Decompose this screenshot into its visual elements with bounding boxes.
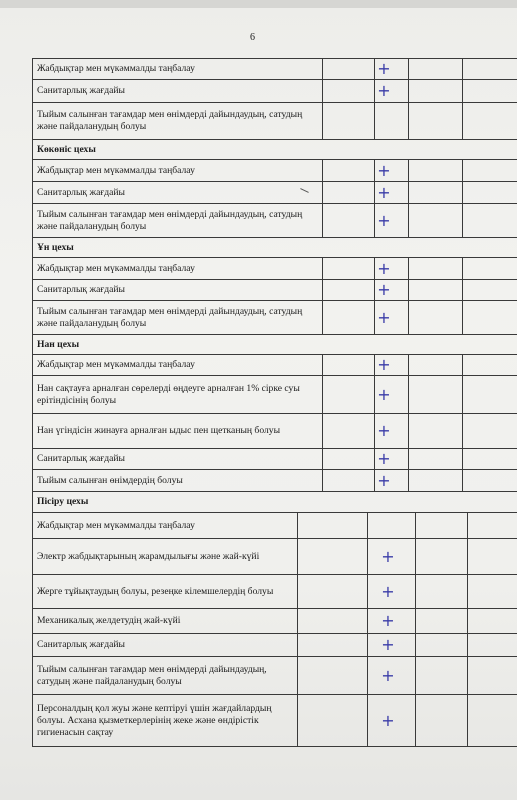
column-divider — [467, 634, 468, 656]
table-row — [32, 539, 517, 575]
table-row — [32, 301, 517, 335]
row-left-border — [32, 80, 33, 102]
column-divider — [297, 539, 298, 574]
column-divider — [415, 575, 416, 608]
column-divider — [374, 204, 375, 237]
column-divider — [322, 160, 323, 181]
section-row — [32, 492, 517, 513]
column-divider — [415, 539, 416, 574]
handwritten-check-mark: + — [377, 307, 391, 327]
row-left-border — [32, 182, 33, 203]
criterion-label: Тыйым салынған өнімдердің болуы — [37, 474, 183, 486]
column-divider — [408, 280, 409, 300]
row-left-border — [32, 695, 33, 746]
column-divider — [408, 182, 409, 203]
column-divider — [322, 414, 323, 448]
column-divider — [408, 103, 409, 139]
column-divider — [462, 280, 463, 300]
table-row — [32, 449, 517, 470]
row-left-border — [32, 513, 33, 538]
criterion-label: Жерге тұйықтаудың болуы, резеңке кілемшелердің болуы — [37, 585, 274, 597]
handwritten-check-mark: + — [377, 470, 391, 490]
table-row — [32, 355, 517, 376]
column-divider — [322, 103, 323, 139]
column-divider — [462, 103, 463, 139]
row-left-border — [32, 492, 33, 512]
row-left-border — [32, 103, 33, 139]
column-divider — [415, 609, 416, 633]
column-divider — [408, 258, 409, 279]
column-divider — [367, 657, 368, 694]
handwritten-check-mark: + — [381, 665, 395, 685]
table-row — [32, 470, 517, 492]
column-divider — [415, 513, 416, 538]
row-left-border — [32, 335, 33, 354]
section-row — [32, 238, 517, 258]
column-divider — [462, 301, 463, 334]
row-left-border — [32, 238, 33, 257]
column-divider — [374, 470, 375, 491]
criterion-label: Тыйым салынған тағамдар мен өнімдерді дайындаудың, сатудың және пайдаланудың болуы — [37, 663, 267, 687]
criterion-label: Санитарлық жағдайы — [37, 85, 125, 96]
column-divider — [415, 695, 416, 746]
column-divider — [374, 376, 375, 413]
column-divider — [322, 376, 323, 413]
column-divider — [322, 470, 323, 491]
column-divider — [467, 575, 468, 608]
table-row — [32, 280, 517, 301]
column-divider — [467, 609, 468, 633]
criterion-label: Санитарлық жағдайы — [37, 284, 125, 295]
table-row — [32, 204, 517, 238]
row-left-border — [32, 160, 33, 181]
column-divider — [462, 449, 463, 469]
handwritten-check-mark: + — [377, 258, 391, 278]
column-divider — [462, 470, 463, 491]
criterion-label: Тыйым салынған тағамдар мен өнімдерді дайындаудың, сатудың және пайдаланудың болуы — [37, 208, 303, 232]
column-divider — [467, 695, 468, 746]
section-title: Нан цехы — [37, 338, 80, 350]
section-row — [32, 140, 517, 160]
criterion-label: Санитарлық жағдайы — [37, 639, 125, 650]
row-left-border — [32, 258, 33, 279]
column-divider — [408, 355, 409, 375]
column-divider — [462, 376, 463, 413]
column-divider — [374, 280, 375, 300]
column-divider — [374, 258, 375, 279]
checklist-table — [32, 58, 517, 747]
column-divider — [408, 204, 409, 237]
column-divider — [322, 204, 323, 237]
handwritten-check-mark: + — [377, 280, 391, 299]
row-left-border — [32, 470, 33, 491]
row-left-border — [32, 539, 33, 574]
column-divider — [415, 657, 416, 694]
column-divider — [462, 59, 463, 79]
section-title: Көкөніс цехы — [37, 143, 96, 155]
column-divider — [408, 59, 409, 79]
column-divider — [297, 695, 298, 746]
row-left-border — [32, 414, 33, 448]
table-row — [32, 695, 517, 747]
table-row — [32, 575, 517, 609]
column-divider — [367, 609, 368, 633]
column-divider — [367, 634, 368, 656]
row-left-border — [32, 59, 33, 79]
column-divider — [408, 160, 409, 181]
table-row — [32, 58, 517, 80]
column-divider — [322, 59, 323, 79]
column-divider — [467, 513, 468, 538]
row-left-border — [32, 609, 33, 633]
column-divider — [374, 301, 375, 334]
row-left-border — [32, 634, 33, 656]
column-divider — [297, 575, 298, 608]
handwritten-check-mark: + — [381, 581, 395, 601]
column-divider — [367, 575, 368, 608]
column-divider — [367, 695, 368, 746]
handwritten-check-mark: + — [377, 210, 391, 230]
table-row — [32, 80, 517, 103]
column-divider — [462, 160, 463, 181]
handwritten-check-mark: + — [377, 59, 391, 78]
table-row — [32, 414, 517, 449]
column-divider — [408, 80, 409, 102]
column-divider — [374, 182, 375, 203]
handwritten-check-mark: + — [377, 384, 391, 404]
criterion-label: Нан сақтауға арналған сөрелерді өңдеуге арналған 1% сірке суы ерітіндісінің болуы — [37, 382, 300, 406]
column-divider — [322, 182, 323, 203]
column-divider — [367, 513, 368, 538]
criterion-label: Жабдықтар мен мүкәммалды таңбалау — [37, 164, 195, 176]
criterion-label: Персоналдың қол жуы және кептіруі үшін жағдайлардың болуы. Асхана қызметкерлерінің жеке және өндірістік гигиенасын сақтау — [37, 702, 272, 738]
criterion-label: Жабдықтар мен мүкәммалды таңбалау — [37, 359, 195, 370]
table-row — [32, 513, 517, 539]
row-left-border — [32, 204, 33, 237]
criterion-label: Жабдықтар мен мүкәммалды таңбалау — [37, 63, 195, 74]
row-left-border — [32, 376, 33, 413]
criterion-label: Санитарлық жағдайы — [37, 186, 125, 198]
column-divider — [322, 449, 323, 469]
handwritten-check-mark: + — [377, 182, 391, 202]
column-divider — [322, 80, 323, 102]
criterion-label: Электр жабдықтарының жарамдылығы және жай-күйі — [37, 550, 260, 562]
column-divider — [322, 301, 323, 334]
criterion-label: Жабдықтар мен мүкәммалды таңбалау — [37, 519, 195, 531]
handwritten-check-mark: + — [377, 449, 391, 468]
column-divider — [322, 258, 323, 279]
table-row — [32, 609, 517, 634]
handwritten-check-mark: + — [381, 611, 395, 630]
column-divider — [322, 355, 323, 375]
column-divider — [467, 657, 468, 694]
column-divider — [467, 539, 468, 574]
criterion-label: Нан үгіндісін жинауға арналған ыдыс пен щетканың болуы — [37, 425, 281, 436]
handwritten-check-mark: + — [377, 160, 391, 180]
table-row — [32, 657, 517, 695]
table-row — [32, 634, 517, 657]
criterion-label: Тыйым салынған тағамдар мен өнімдерді дайындаудың, сатудың және пайдаланудың болуы — [37, 109, 303, 132]
column-divider — [297, 513, 298, 538]
column-divider — [462, 414, 463, 448]
section-row — [32, 335, 517, 355]
column-divider — [374, 449, 375, 469]
column-divider — [374, 414, 375, 448]
column-divider — [462, 258, 463, 279]
column-divider — [408, 449, 409, 469]
handwritten-check-mark: + — [381, 546, 395, 566]
handwritten-check-mark: + — [377, 81, 391, 100]
column-divider — [374, 355, 375, 375]
column-divider — [415, 634, 416, 656]
column-divider — [367, 539, 368, 574]
criterion-label: Тыйым салынған тағамдар мен өнімдерді дайындаудың, сатудың және пайдаланудың болуы — [37, 305, 303, 329]
criterion-label: Санитарлық жағдайы — [37, 453, 125, 464]
column-divider — [297, 609, 298, 633]
handwritten-check-mark: + — [381, 710, 395, 730]
row-left-border — [32, 301, 33, 334]
row-left-border — [32, 140, 33, 159]
table-row — [32, 103, 517, 140]
column-divider — [297, 634, 298, 656]
handwritten-check-mark: + — [377, 421, 391, 440]
column-divider — [297, 657, 298, 694]
page-number: 6 — [250, 32, 255, 43]
row-left-border — [32, 449, 33, 469]
column-divider — [408, 301, 409, 334]
column-divider — [462, 204, 463, 237]
handwritten-check-mark: + — [381, 635, 395, 654]
section-title: Ұн цехы — [37, 241, 74, 253]
table-row — [32, 376, 517, 414]
page-top-edge — [0, 0, 517, 8]
column-divider — [374, 80, 375, 102]
column-divider — [408, 414, 409, 448]
row-left-border — [32, 657, 33, 694]
table-row — [32, 258, 517, 280]
column-divider — [462, 355, 463, 375]
row-left-border — [32, 355, 33, 375]
row-left-border — [32, 280, 33, 300]
column-divider — [408, 470, 409, 491]
column-divider — [462, 80, 463, 102]
column-divider — [322, 280, 323, 300]
criterion-label: Механикалық желдетудің жай-күйі — [37, 615, 181, 626]
column-divider — [462, 182, 463, 203]
handwritten-check-mark: + — [377, 355, 391, 374]
column-divider — [374, 103, 375, 139]
section-title: Пісіру цехы — [37, 496, 89, 507]
column-divider — [374, 59, 375, 79]
row-left-border — [32, 575, 33, 608]
table-row — [32, 160, 517, 182]
criterion-label: Жабдықтар мен мүкәммалды таңбалау — [37, 262, 195, 274]
column-divider — [374, 160, 375, 181]
table-row — [32, 182, 517, 204]
column-divider — [408, 376, 409, 413]
